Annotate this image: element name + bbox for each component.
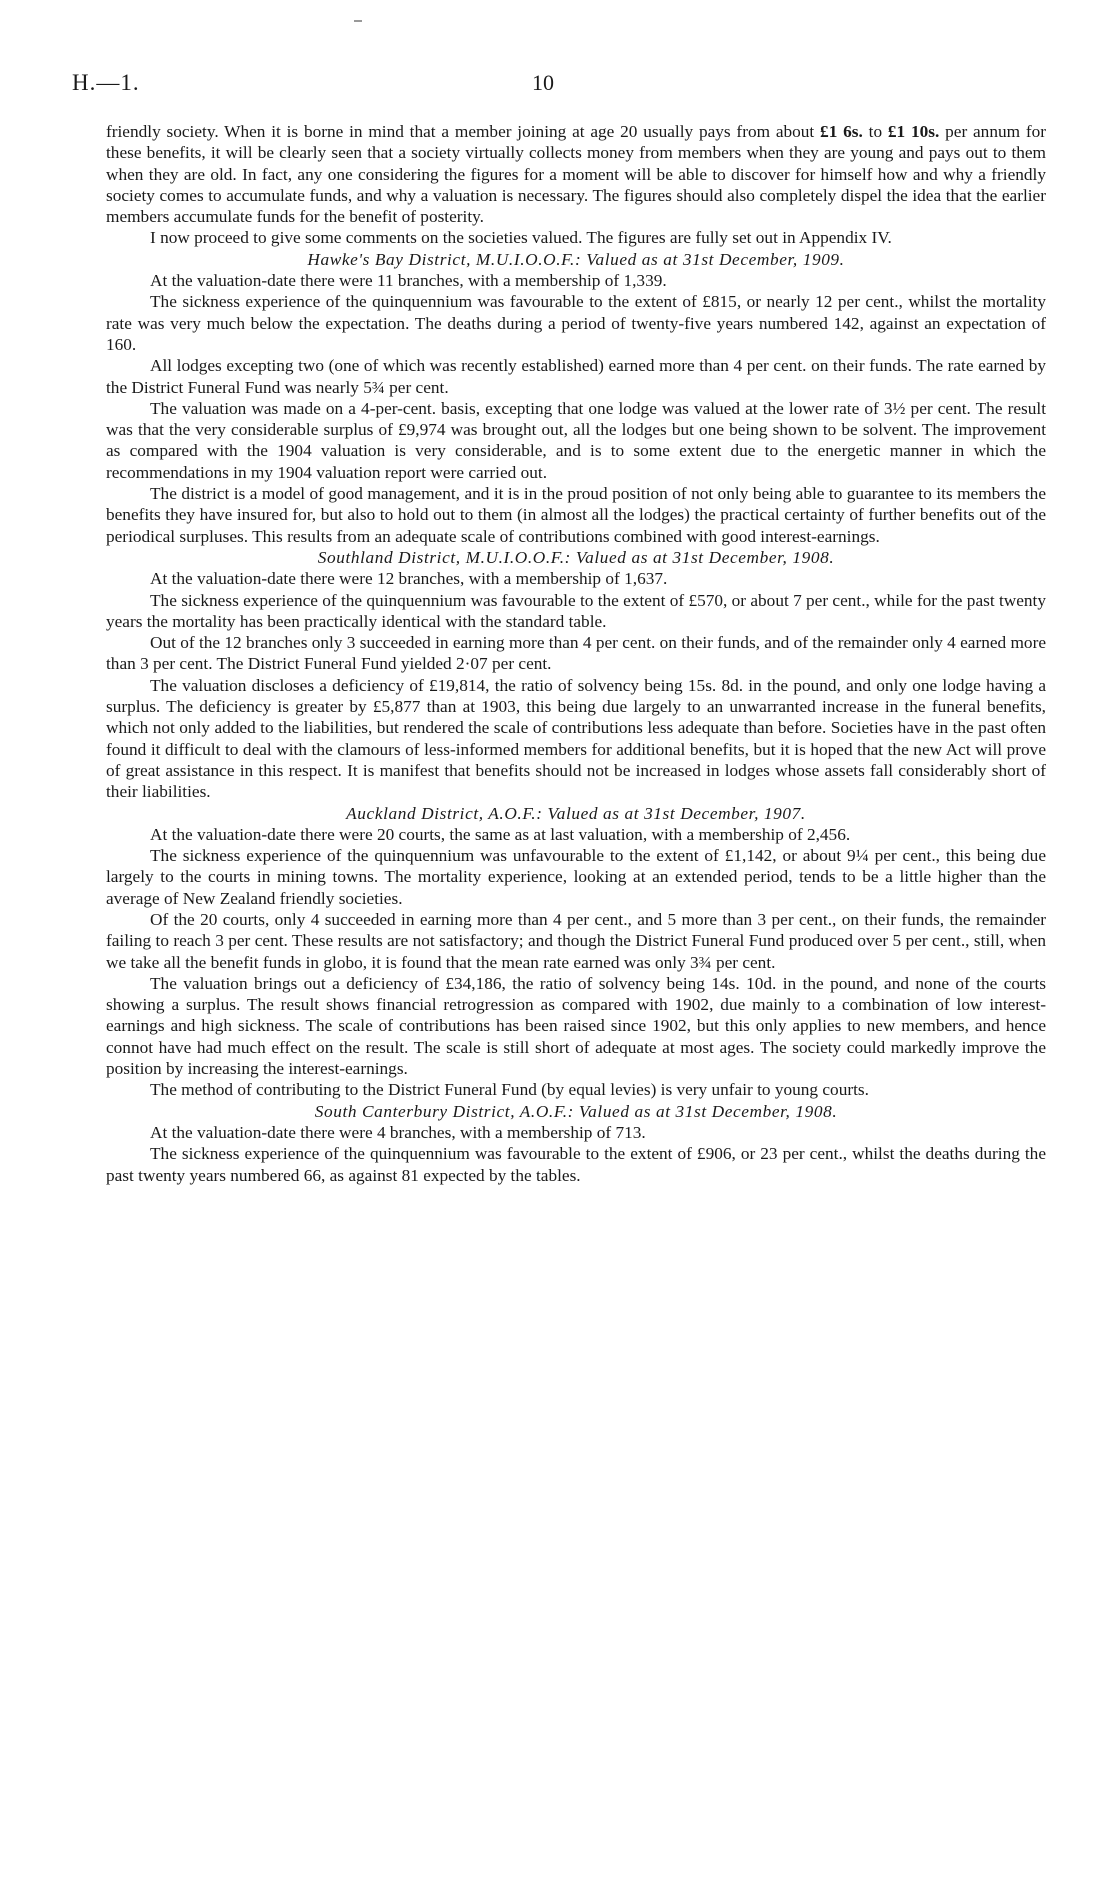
body-text	[106, 121, 1046, 1186]
paragraph: The sickness experience of the quinquennium was favourable to the extent of £906, or 23 per cent., whilst the deaths during the past twenty years numbered 66, as against 81 expected by the tables.	[106, 1144, 1046, 1185]
document-reference: H.—1.	[72, 70, 140, 95]
intro-text-a: friendly society. When it is borne in mind that a member joining at age 20 usually pays from about	[106, 122, 815, 141]
section-heading-hawkes-bay: Hawke's Bay District, M.U.I.O.O.F.: Valued as at 31st December, 1909.	[307, 249, 845, 269]
paragraph: The sickness experience of the quinquennium was favourable to the extent of £815, or nearly 12 per cent., whilst the mortality rate was very much below the expectation. The deaths during a period of twenty-five years numbered 142, against an expectation of 160.	[106, 292, 1046, 354]
paragraph: The valuation was made on a 4-per-cent. basis, excepting that one lodge was valued at the lower rate of 3½ per cent. The result was that the very considerable surplus of £9,974 was brought out, all the lodges but one being shown to be solvent. The improvement as compared with the 1904 valuation is very considerable, and is to some extent due to the energetic manner in which the recommendations in my 1904 valuation report were carried out.	[106, 398, 1046, 482]
paragraph: The sickness experience of the quinquennium was unfavourable to the extent of £1,142, or about 9¼ per cent., this being due largely to the courts in mining towns. The mortality experience, looking at an extended period, tends to be a little higher than the average of New Zealand friendly societies.	[106, 846, 1046, 908]
intro-paragraph-2: I now proceed to give some comments on the societies valued. The figures are fully set out in Appendix IV.	[150, 228, 892, 248]
amount-1: £1 6s.	[820, 122, 863, 141]
intro-text-b: per annum for these benefits, it will be clearly seen that a society virtually collects money from members when they are young and pays out to them when they are old. In fact, any one considering the figures for a moment will be able to discover for himself how and why a friendly society comes to accumulate funds, and why a valuation is necessary. The figures should also completely dispel the idea that the earlier members accumulate funds for the benefit of posterity.	[106, 122, 1047, 227]
paragraph: At the valuation-date there were 12 branches, with a membership of 1,637.	[150, 569, 668, 589]
paragraph: The valuation brings out a deficiency of £34,186, the ratio of solvency being 14s. 10d. in the pound, and none of the courts showing a surplus. The result shows financial retrogression as compared with 1902, due mainly to a combination of low interest-earnings and high sickness. The scale of contributions has been raised since 1902, but this only applies to new members, and hence connot have had much effect on the result. The scale is still short of adequate at most ages. The society could markedly improve the position by increasing the interest-earnings.	[106, 973, 1046, 1079]
amount-2: £1 10s.	[887, 122, 940, 141]
section-heading-southland: Southland District, M.U.I.O.O.F.: Valued as at 31st December, 1908.	[317, 547, 835, 567]
amount-to: to	[868, 122, 883, 141]
page-number: 10	[532, 70, 554, 95]
paragraph: The valuation discloses a deficiency of £19,814, the ratio of solvency being 15s. 8d. in the pound, and only one lodge having a surplus. The deficiency is greater by £5,877 than at 1903, this being due largely to an unwarranted increase in the funeral benefits, which not only added to the liabilities, but rendered the scale of contributions less adequate than before. Societies have in the past often found it difficult to deal with the clamours of less-informed members for additional benefits, but it is hoped that the new Act will prove of great assistance in this respect. It is manifest that benefits should not be increased in lodges whose assets fall considerably short of their liabilities.	[106, 675, 1046, 802]
paragraph: At the valuation-date there were 20 courts, the same as at last valuation, with a membership of 2,456.	[150, 824, 851, 844]
intro-paragraph-1	[106, 121, 1046, 227]
paragraph: The district is a model of good management, and it is in the proud position of not only being able to guarantee to its members the benefits they have insured for, but also to hold out to them (in almost all the lodges) the practical certainty of further benefits out of the periodical surpluses. This results from an adequate scale of contributions combined with good interest-earnings.	[106, 484, 1046, 546]
paragraph: The sickness experience of the quinquennium was favourable to the extent of £570, or about 7 per cent., while for the past twenty years the mortality has been practically identical with the standard table.	[106, 590, 1046, 631]
page-mark	[354, 20, 362, 22]
paragraph: All lodges excepting two (one of which was recently established) earned more than 4 per cent. on their funds. The rate earned by the District Funeral Fund was nearly 5¾ per cent.	[106, 356, 1046, 397]
paragraph: Out of the 12 branches only 3 succeeded in earning more than 4 per cent. on their funds, and of the remainder only 4 earned more than 3 per cent. The District Funeral Fund yielded 2·07 per cent.	[106, 633, 1046, 674]
section-heading-auckland: Auckland District, A.O.F.: Valued as at 31st December, 1907.	[346, 803, 806, 823]
page-header	[72, 70, 1042, 106]
paragraph: At the valuation-date there were 4 branches, with a membership of 713.	[150, 1122, 646, 1142]
section-heading-south-canterbury: South Canterbury District, A.O.F.: Valued as at 31st December, 1908.	[314, 1101, 838, 1121]
paragraph: The method of contributing to the District Funeral Fund (by equal levies) is very unfair to young courts.	[150, 1080, 869, 1100]
paragraph: At the valuation-date there were 11 branches, with a membership of 1,339.	[150, 271, 667, 291]
paragraph: Of the 20 courts, only 4 succeeded in earning more than 4 per cent., and 5 more than 3 per cent., on their funds, the remainder failing to reach 3 per cent. These results are not satisfactory; and though the District Funeral Fund produced over 5 per cent., still, when we take all the benefit funds in globo, it is found that the mean rate earned was only 3¾ per cent.	[106, 909, 1046, 972]
